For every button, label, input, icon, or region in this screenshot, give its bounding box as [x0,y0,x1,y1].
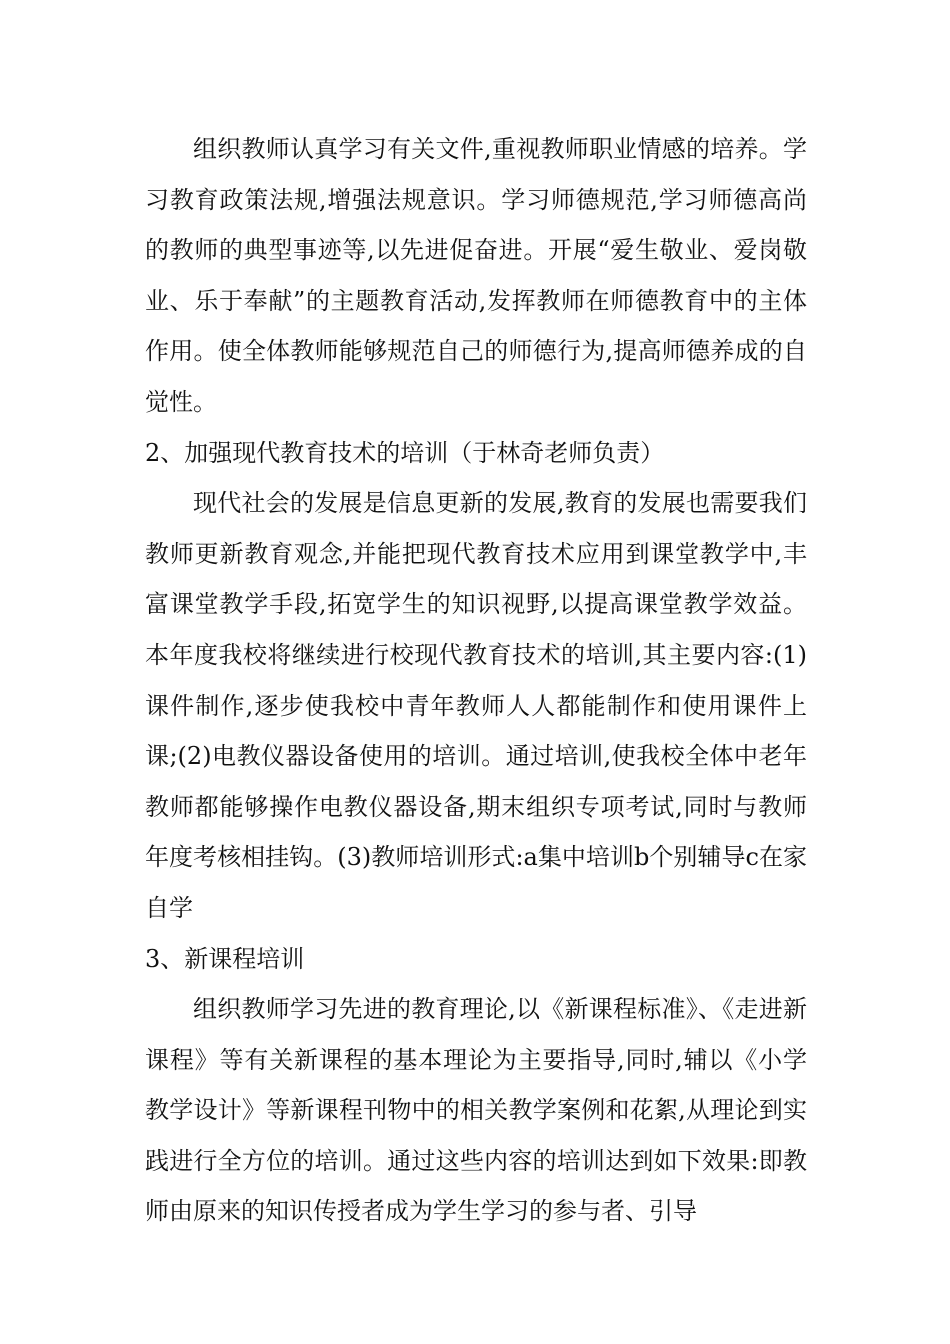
paragraph-new-curriculum: 组织教师学习先进的教育理论,以《新课程标准》、《走进新课程》等有关新课程的基本理论为主要指导,同时,辅以《小学教学设计》等新课程刊物中的相关教学案例和花絮,从理论到实践进行全方位的培训。通过这些内容的培训达到如下效果:即教师由原来的知识传授者成为学生学习的参与者、引导 [145,995,807,1226]
section-heading-technology-training: 2、加强现代教育技术的培训（于林奇老师负责） [145,438,665,467]
paragraph-teacher-ethics: 组织教师认真学习有关文件,重视教师职业情感的培养。学习教育政策法规,增强法规意识。学习师德规范,学习师德高尚的教师的典型事迹等,以先进促奋进。开展“爱生敬业、爱岗敬业、乐于奉献”的主题教育活动,发挥教师在师德教育中的主体作用。使全体教师能够规范自己的师德行为,提高师德养成的自觉性。 [145,135,807,416]
section-heading-new-curriculum: 3、新课程培训 [145,944,305,973]
paragraph-technology-training: 现代社会的发展是信息更新的发展,教育的发展也需要我们教师更新教育观念,并能把现代教育技术应用到课堂教学中,丰富课堂教学手段,拓宽学生的知识视野,以提高课堂教学效益。本年度我校将继续进行校现代教育技术的培训,其主要内容:(1)课件制作,逐步使我校中青年教师人人都能制作和使用课件上课;(2)电教仪器设备使用的培训。通过培训,使我校全体中老年教师都能够操作电教仪器设备,期末组织专项考试,同时与教师年度考核相挂钩。(3)教师培训形式:a集中培训b个别辅导c在家自学 [145,489,807,922]
document-body [145,124,807,1237]
